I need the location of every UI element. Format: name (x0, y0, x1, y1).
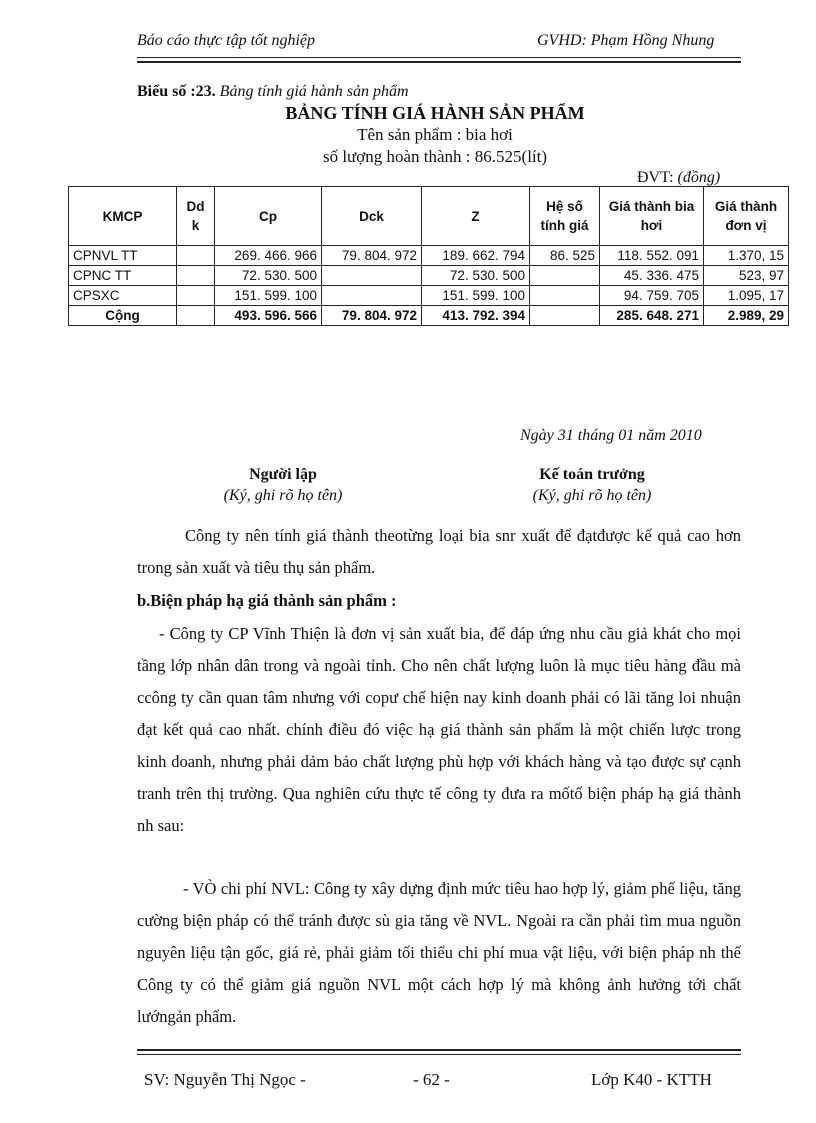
table-title: BẢNG TÍNH GIÁ HÀNH SẢN PHẨM (285, 103, 585, 123)
caption-label: Biểu số :23. (137, 83, 216, 100)
cell-unit-cost: 523, 97 (704, 266, 789, 286)
cell-ddk (177, 266, 215, 286)
cell-coefficient (530, 266, 600, 286)
cell-kmcp: CPNVL TT (69, 246, 177, 266)
preparer-note: (Ký, ghi rõ họ tên) (223, 487, 343, 504)
paragraph-material-cost: - VÒ chi phí NVL: Công ty xây dựng định mức tiêu hao hợp lý, giảm phế liệu, tăng cường biện pháp có thể tránh được sù gia tăng về NVL. Ngoài ra cần phải tìm mua nguồn nguyên liệu tận gốc, giá rẻ, phải giảm tối thiểu chi phí mua vật liệu, với biện pháp nh thế Công ty có thể giảm giá nguồn NVL một cách hợp lý mà không ảnh hưởng tới chất lướngản phẩm. (137, 879, 741, 1026)
chief-accountant-note: (Ký, ghi rõ họ tên) (532, 487, 652, 504)
total-ddk (177, 306, 215, 326)
cell-cp: 151. 599. 100 (215, 286, 322, 306)
header-unit-cost: Giá thành đơn vị (704, 187, 789, 246)
total-coefficient (530, 306, 600, 326)
cell-dck: 79. 804. 972 (322, 246, 422, 266)
paragraph-cost-reduction: - Công ty CP Vĩnh Thiện là đơn vị sản xuất bia, để đáp ứng nhu cầu giả khát cho mọi tầng lớp nhân dân trong và ngoài tỉnh. Cho nên chất lượng luôn là mục tiêu hàng đầu mà ccông ty cần quan tâm nhưng với copư chế hiện nay kinh doanh phải có lãi tăng loi nhuận đạt kết quả cao nhất. chính điều đó việc hạ giá thành sản phẩm là một chiến lược trong kinh doanh, nhưng phải dảm bảo chất lượng phù hợp với khách hàng và tạo được sự cạnh tranh trên thị trường. Qua nghiên cứu thực tế công ty đưa ra mốtố biện pháp hạ giá thành nh sau: (137, 624, 741, 835)
table-row (69, 246, 789, 266)
footer-page-number: - 62 - (413, 1070, 450, 1089)
header-z: Z (422, 187, 530, 246)
cell-cp: 72. 530. 500 (215, 266, 322, 286)
table-total-row (69, 306, 789, 326)
total-dck: 79. 804. 972 (322, 306, 422, 326)
cell-beer-cost: 94. 759. 705 (600, 286, 704, 306)
total-cp: 493. 596. 566 (215, 306, 322, 326)
cell-kmcp: CPNC TT (69, 266, 177, 286)
footer-class: Lớp K40 - KTTH (591, 1070, 712, 1089)
cell-ddk (177, 286, 215, 306)
cell-z: 72. 530. 500 (422, 266, 530, 286)
cost-table (68, 186, 789, 326)
table-row (69, 266, 789, 286)
total-unit-cost: 2.989, 29 (704, 306, 789, 326)
header-kmcp: KMCP (69, 187, 177, 246)
paragraph-recommendation: Công ty nên tính giá thành theotừng loại bia snr xuất để đạtđược kế quả cao hơn trong sản xuất và tiêu thụ sản phẩm. (137, 526, 741, 577)
cell-coefficient: 86. 525 (530, 246, 600, 266)
product-name: Tên sản phẩm : bia hơi (357, 125, 513, 144)
cell-cp: 269. 466. 966 (215, 246, 322, 266)
cell-z: 189. 662. 794 (422, 246, 530, 266)
footer-rule-bottom (137, 1054, 741, 1055)
header-ddk: Dd k (177, 187, 215, 246)
footer-rule-top (137, 1049, 741, 1051)
unit-note (637, 169, 720, 187)
header-advisor: GVHD: Phạm Hồng Nhung (537, 32, 715, 49)
caption-text: Bảng tính giá hành sản phẩm (215, 83, 409, 100)
header-dck: Dck (322, 187, 422, 246)
table-header-row (69, 187, 789, 246)
header-rule-bottom (137, 61, 741, 63)
cell-ddk (177, 246, 215, 266)
cell-dck (322, 266, 422, 286)
cell-unit-cost: 1.095, 17 (704, 286, 789, 306)
section-heading: b.Biện pháp hạ giá thành sản phẩm : (137, 591, 397, 610)
cell-beer-cost: 45. 336. 475 (600, 266, 704, 286)
signing-date: Ngày 31 tháng 01 năm 2010 (520, 427, 702, 444)
header-coefficient: Hệ số tính giá (530, 187, 600, 246)
total-beer-cost: 285. 648. 271 (600, 306, 704, 326)
header-cp: Cp (215, 187, 322, 246)
preparer-title: Người lập (249, 466, 317, 483)
cell-beer-cost: 118. 552. 091 (600, 246, 704, 266)
cell-dck (322, 286, 422, 306)
table-row (69, 286, 789, 306)
cell-kmcp: CPSXC (69, 286, 177, 306)
cell-z: 151. 599. 100 (422, 286, 530, 306)
chief-accountant-title: Kế toán trưởng (539, 466, 645, 483)
header-beer-cost: Giá thành bia hơi (600, 187, 704, 246)
cell-coefficient (530, 286, 600, 306)
figure-caption (137, 83, 409, 101)
total-z: 413. 792. 394 (422, 306, 530, 326)
cell-unit-cost: 1.370, 15 (704, 246, 789, 266)
header-left-title: Báo cáo thực tập tốt nghiệp (137, 32, 316, 49)
quantity-completed: số lượng hoàn thành : 86.525(lít) (322, 147, 548, 166)
unit-value: (đồng) (677, 169, 721, 186)
header-rule-top (137, 57, 741, 58)
total-label: Cộng (69, 306, 177, 326)
unit-label: ĐVT: (637, 169, 678, 186)
footer-student: SV: Nguyễn Thị Ngọc - (144, 1070, 306, 1089)
